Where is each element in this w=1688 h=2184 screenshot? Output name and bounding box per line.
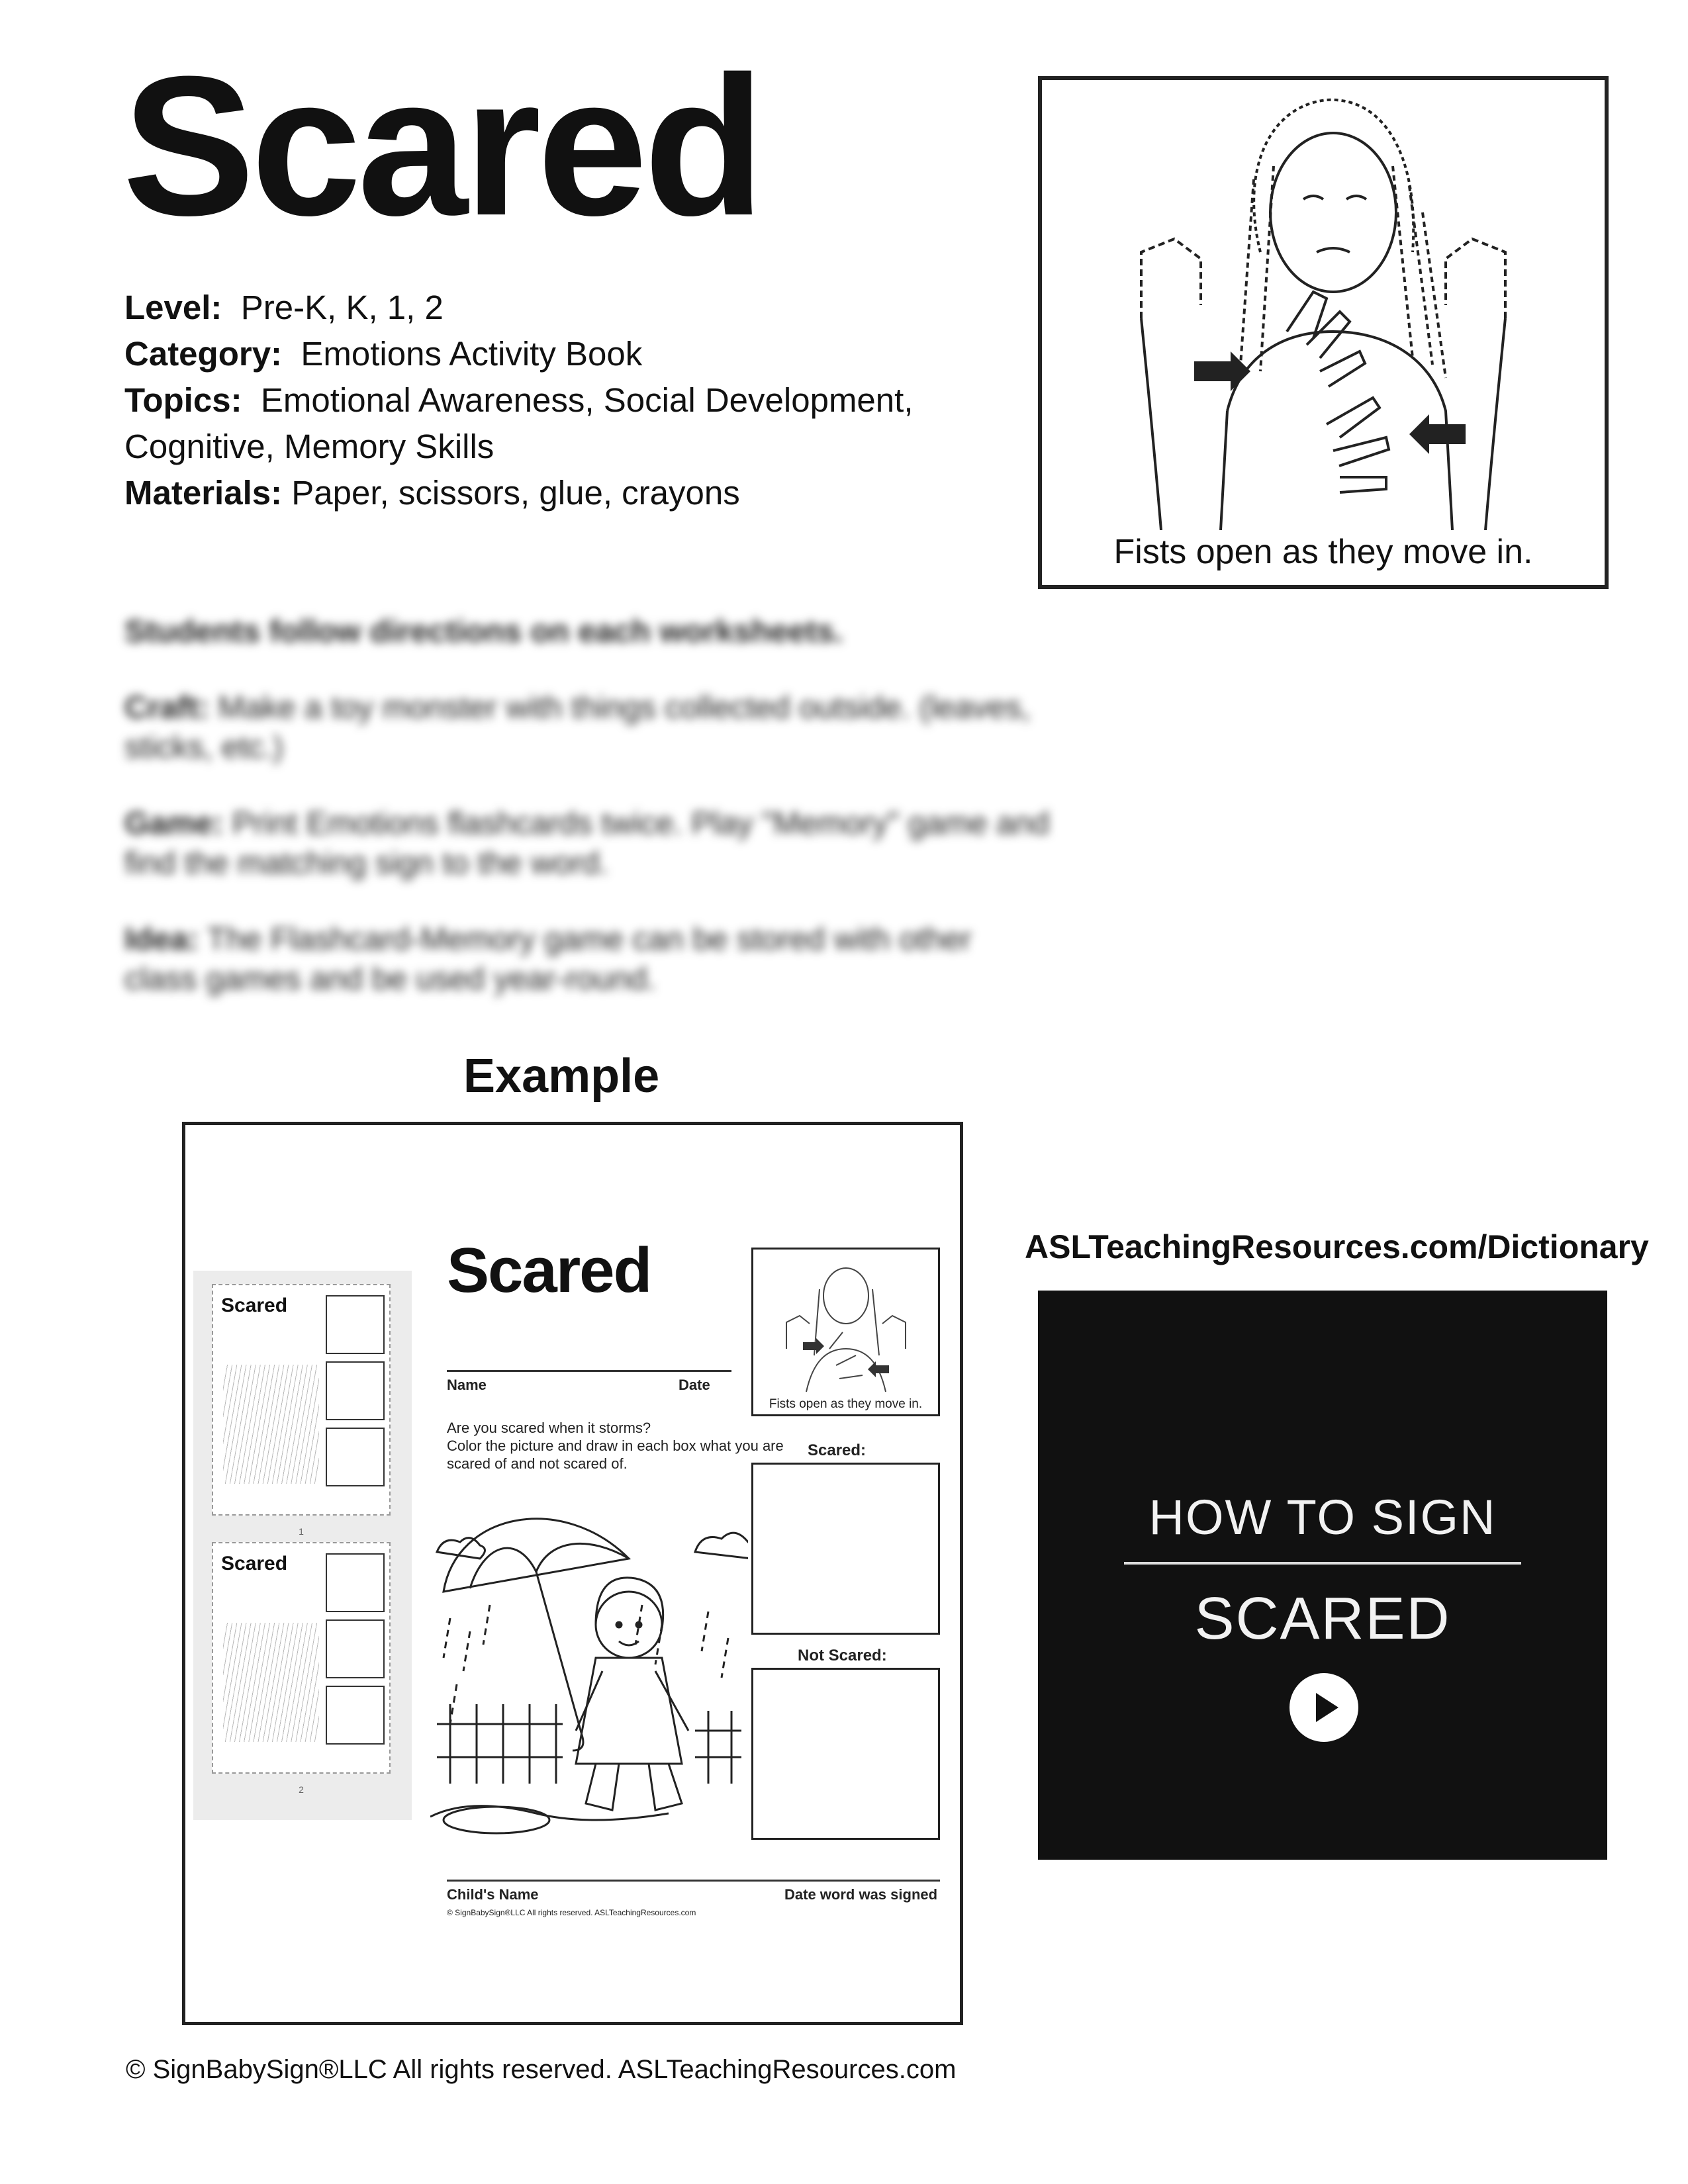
scared-drawing-box[interactable] — [751, 1463, 940, 1635]
topics-label: Topics: — [124, 381, 242, 419]
materials-label: Materials: — [124, 474, 283, 512]
play-button[interactable] — [1289, 1673, 1358, 1742]
topics-value-line2: Cognitive, Memory Skills — [124, 428, 494, 465]
scared-box-label: Scared: — [808, 1441, 867, 1459]
worksheet-sign-box — [751, 1248, 940, 1416]
thumb1-page-number: 1 — [299, 1526, 304, 1537]
thumb1-title: Scared — [221, 1295, 288, 1316]
worksheet-sign-caption: Fists open as they move in. — [769, 1397, 923, 1411]
topics-row-continued — [124, 424, 914, 470]
level-row — [124, 285, 914, 331]
page-title: Scared — [122, 34, 761, 257]
topics-value-line1: Emotional Awareness, Social Development, — [260, 381, 914, 419]
video-line-2: SCARED — [1194, 1586, 1451, 1652]
dictionary-link[interactable]: ASLTeachingResources.com/Dictionary — [1025, 1228, 1649, 1265]
video-line-1: HOW TO SIGN — [1149, 1490, 1497, 1545]
thumbnail-page-1[interactable] — [212, 1284, 391, 1537]
example-heading: Example — [463, 1050, 660, 1103]
thumbnail-strip — [193, 1271, 412, 1820]
sign-illustration-drawing — [1042, 80, 1605, 530]
worksheet-date-label: Date — [679, 1377, 710, 1393]
materials-row — [124, 470, 914, 516]
intro-text: Students follow directions on each worksheets. — [124, 614, 843, 649]
thumbnail-page-2[interactable] — [212, 1542, 391, 1795]
category-label: Category: — [124, 335, 283, 373]
thumb2-page-number: 2 — [299, 1784, 304, 1795]
worksheet-instructions-3: scared of and not scared of. — [447, 1455, 628, 1472]
worksheet-copyright: © SignBabySign®LLC All rights reserved. ASLTeachingResources.com — [447, 1908, 696, 1917]
idea-label: Idea: — [124, 922, 199, 957]
worksheet-instructions-2: Color the picture and draw in each box what you are — [447, 1437, 784, 1454]
worksheet-instructions-1: Are you scared when it storms? — [447, 1420, 651, 1436]
blurred-instructions — [124, 612, 1051, 1036]
game-label: Game: — [124, 806, 224, 841]
category-value: Emotions Activity Book — [301, 335, 643, 373]
video-divider — [1124, 1562, 1521, 1565]
not-scared-box-label: Not Scared: — [798, 1647, 887, 1664]
materials-value: Paper, scissors, glue, crayons — [291, 474, 740, 512]
idea-text: The Flashcard-Memory game can be stored with other class games and be used year-round. — [124, 922, 972, 997]
worksheet-name-label: Name — [447, 1377, 487, 1393]
topics-row — [124, 377, 914, 424]
level-value: Pre-K, K, 1, 2 — [240, 289, 444, 326]
footer-copyright: © SignBabySign®LLC All rights reserved. ASLTeachingResources.com — [126, 2055, 957, 2084]
craft-text: Make a toy monster with things collected outside. (leaves, sticks, etc.) — [124, 690, 1031, 765]
play-icon — [1289, 1673, 1358, 1742]
lesson-meta — [124, 285, 914, 516]
coloring-picture — [430, 1473, 748, 1843]
video-thumbnail[interactable] — [1038, 1291, 1607, 1860]
worksheet-title: Scared — [447, 1235, 651, 1306]
childs-name-label: Child's Name — [447, 1886, 539, 1903]
worksheet-sign-drawing — [753, 1250, 939, 1395]
level-label: Level: — [124, 289, 222, 326]
example-worksheet-preview — [182, 1122, 963, 2025]
not-scared-drawing-box[interactable] — [751, 1668, 940, 1840]
sign-illustration-box — [1038, 76, 1609, 589]
sign-caption: Fists open as they move in. — [1113, 533, 1533, 571]
date-signed-label: Date word was signed — [784, 1886, 938, 1903]
thumb2-title: Scared — [221, 1553, 288, 1574]
category-row — [124, 331, 914, 377]
craft-label: Craft: — [124, 690, 209, 725]
game-text: Print Emotions flashcards twice. Play "Memory" game and find the matching sign to the word. — [124, 806, 1050, 881]
